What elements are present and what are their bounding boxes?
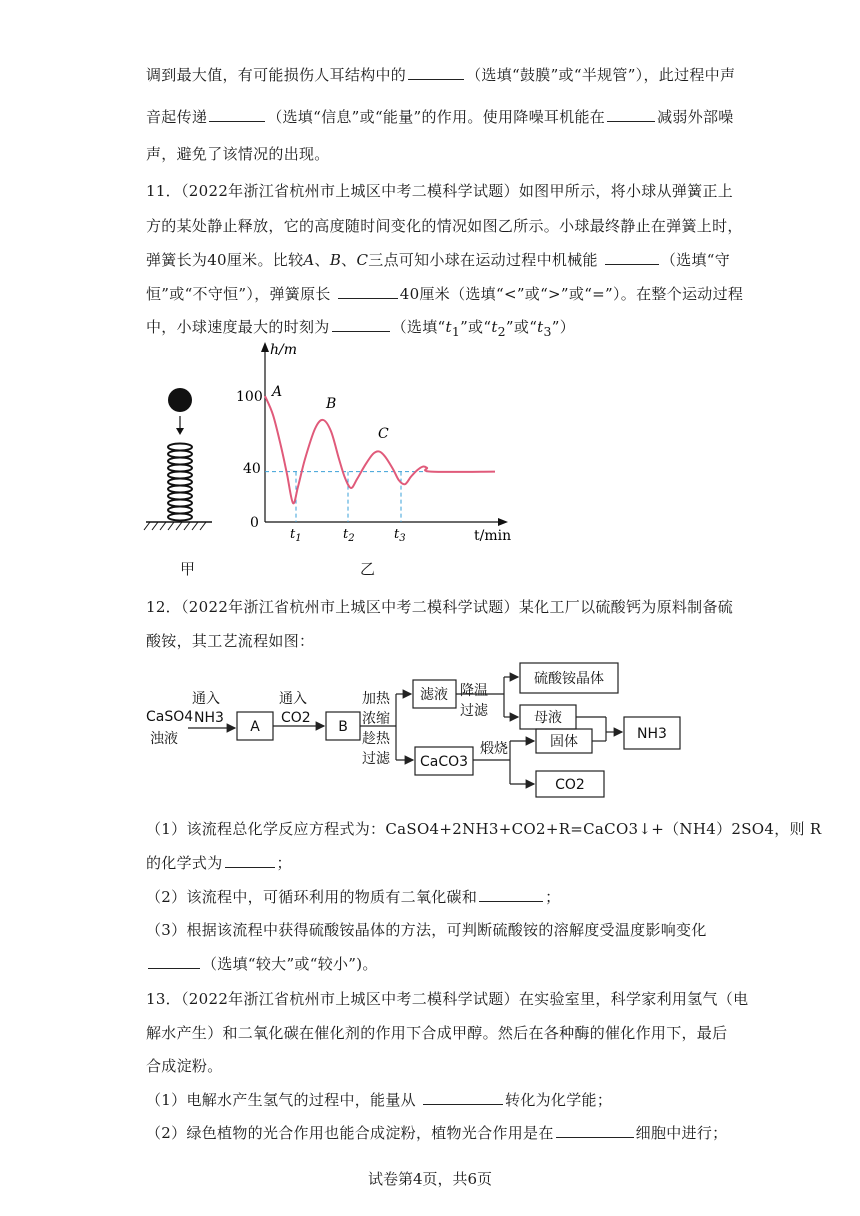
answer-blank[interactable] [556,1123,634,1138]
q11-line1 [146,180,733,201]
answer-blank[interactable] [148,954,200,969]
text: （2）绿色植物的光合作用也能合成淀粉，植物光合作用是在 [146,1124,554,1142]
text: 恒”或“不守恒”），弹簧原长 [146,285,331,303]
y-axis-arrow [261,342,269,352]
text: ”） [551,318,576,336]
label-tongru-1: 通入 [192,691,220,707]
spring-coils [168,444,192,521]
y-tick-100: 100 [236,389,263,405]
ground-hatch [144,522,206,530]
box-mother-label: 母液 [534,710,562,726]
point-label-A: A [272,384,283,400]
text: 40厘米（选填“<”或“>”或“=”）。在整个运动过程 [399,285,744,303]
q12-p3-line2 [146,953,378,974]
text: （选填“较大”或“较小”)。 [202,955,378,973]
label-cool: 降温 [460,683,488,699]
q11-line2 [146,215,743,236]
box-co2-label: CO2 [555,777,585,793]
italic-C: C [356,251,369,269]
y-tick-40: 40 [243,461,261,477]
text: （选填“守 [660,251,731,269]
label-co2-in: CO2 [281,710,311,726]
t-symbol: t [491,318,498,336]
x-axis-label: t/min [474,528,512,544]
x-tick-t1: $t_1$ [290,527,302,544]
q10-line3 [146,143,330,164]
q12-p3-line1 [146,919,707,940]
text: 方的某处静止释放，它的高度随时间变化的情况如图乙所示。小球最终静止在弹簧上时， [146,217,743,235]
text: 合成淀粉。 [146,1057,223,1075]
sub: 2 [497,324,506,339]
text: 13．（2022年浙江省杭州市上城区中考二模科学试题）在实验室里，科学家利用氢气（电 [146,990,749,1008]
process-flowchart [140,655,700,805]
text: ”或“ [460,318,492,336]
label-concentrate: 浓缩 [362,711,390,727]
y-tick-0: 0 [250,515,259,531]
x-tick-t3: $t_3$ [394,527,406,544]
text: 减弱外部噪 [657,108,734,126]
q11-line3 [146,249,730,270]
text: 细胞中进行； [635,1124,728,1142]
x-axis-arrow [498,518,508,526]
text: 声，避免了该情况的出现。 [146,145,330,163]
q11-line5 [146,316,575,339]
q13-line2 [146,1022,727,1043]
box-caco3-label: CaCO3 [419,754,469,770]
q13-p2 [146,1122,727,1143]
point-label-B: B [326,396,337,412]
answer-blank[interactable] [209,107,265,122]
q12-p2 [146,886,560,907]
text: 转化为化学能； [505,1091,613,1109]
answer-blank[interactable] [225,853,275,868]
q10-line1 [146,64,735,85]
text: （1）电解水产生氢气的过程中，能量从 [146,1091,416,1109]
figure-label-jia: 甲 [180,560,196,578]
label-tongru-2: 通入 [279,691,307,707]
text: 、 [341,251,357,269]
answer-blank[interactable] [423,1090,503,1105]
text: ； [545,888,561,906]
label-caso4: CaSO4 [146,709,194,725]
q12-p1-line1 [146,818,822,839]
text: 12．（2022年浙江省杭州市上城区中考二模科学试题）某化工厂以硫酸钙为原料制备硫 [146,598,734,616]
text: ； [276,854,292,872]
text: 音起传递 [146,108,208,126]
italic-B: B [329,251,342,269]
text: 酸铵，其工艺流程如图： [146,632,315,650]
y-axis-label: h/m [270,342,298,358]
italic-A: A [303,251,315,269]
text: 11．（2022年浙江省杭州市上城区中考二模科学试题）如图甲所示，将小球从弹簧正上 [146,182,734,200]
text: （2）该流程中，可循环利用的物质有二氧化碳和 [146,888,478,906]
box-A-label: A [250,719,260,735]
height-time-chart [230,338,530,548]
figure-label-yi: 乙 [360,560,376,578]
q13-p1 [146,1089,612,1110]
x-tick-t2: $t_2$ [343,527,355,544]
answer-blank[interactable] [408,65,464,80]
text: （选填“信息”或“能量”的作用。使用降噪耳机能在 [267,108,606,126]
box-solid-label: 固体 [550,734,578,750]
label-heat: 加热 [362,691,390,707]
box-B-label: B [338,719,348,735]
answer-blank[interactable] [479,887,543,902]
text: 、 [314,251,330,269]
t-symbol: t [537,318,544,336]
text: 三点可知小球在运动过程中机械能 [368,251,598,269]
sub: 1 [451,324,461,339]
answer-blank[interactable] [338,284,398,299]
box-filtrate-label: 滤液 [420,687,448,703]
q13-line3 [146,1055,223,1076]
answer-blank[interactable] [332,317,390,332]
arrow-head [176,428,184,435]
label-filter: 过滤 [362,751,390,767]
label-hot: 趁热 [362,731,390,747]
text: ”或“ [505,318,538,336]
q12-line2 [146,630,314,651]
text: （选填“鼓膜”或“半规管”），此过程中声 [466,66,736,84]
label-zhuoye: 浊液 [150,731,178,747]
label-cool-filter: 过滤 [460,703,488,719]
text: 解水产生）和二氧化碳在催化剂的作用下合成甲醇。然后在各种酶的催化作用下，最后 [146,1024,728,1042]
text: 的化学式为 [146,854,223,872]
text: 弹簧长为40厘米。比较 [146,251,304,269]
text: （3）根据该流程中获得硫酸铵晶体的方法，可判断硫酸铵的溶解度受温度影响变化 [146,921,707,939]
label-calcine: 煅烧 [480,741,508,757]
box-nh3-label: NH3 [637,726,667,742]
q12-line1 [146,596,733,617]
q13-line1 [146,988,748,1009]
text: （1）该流程总化学反应方程式为：CaSO4+2NH3+CO2+R=CaCO3↓+（NH4）2SO4，则 R [146,820,822,838]
ball [168,388,192,412]
label-nh3-in: NH3 [194,710,224,726]
text: 调到最大值，有可能损伤人耳结构中的 [146,66,407,84]
height-curve [265,396,495,503]
answer-blank[interactable] [607,107,655,122]
q11-line4 [146,283,743,304]
point-label-C: C [378,426,389,442]
answer-blank[interactable] [605,250,659,265]
text: （选填“ [391,318,446,336]
page-footer: 试卷第4页，共6页 [367,1170,493,1188]
q10-line2 [146,106,734,127]
q12-p1-line2 [146,852,292,873]
box-crystal-label: 硫酸铵晶体 [534,671,604,687]
text: 中，小球速度最大的时刻为 [146,318,330,336]
spring-figure [140,380,220,540]
sub: 3 [543,324,552,339]
t-symbol: t [445,318,452,336]
